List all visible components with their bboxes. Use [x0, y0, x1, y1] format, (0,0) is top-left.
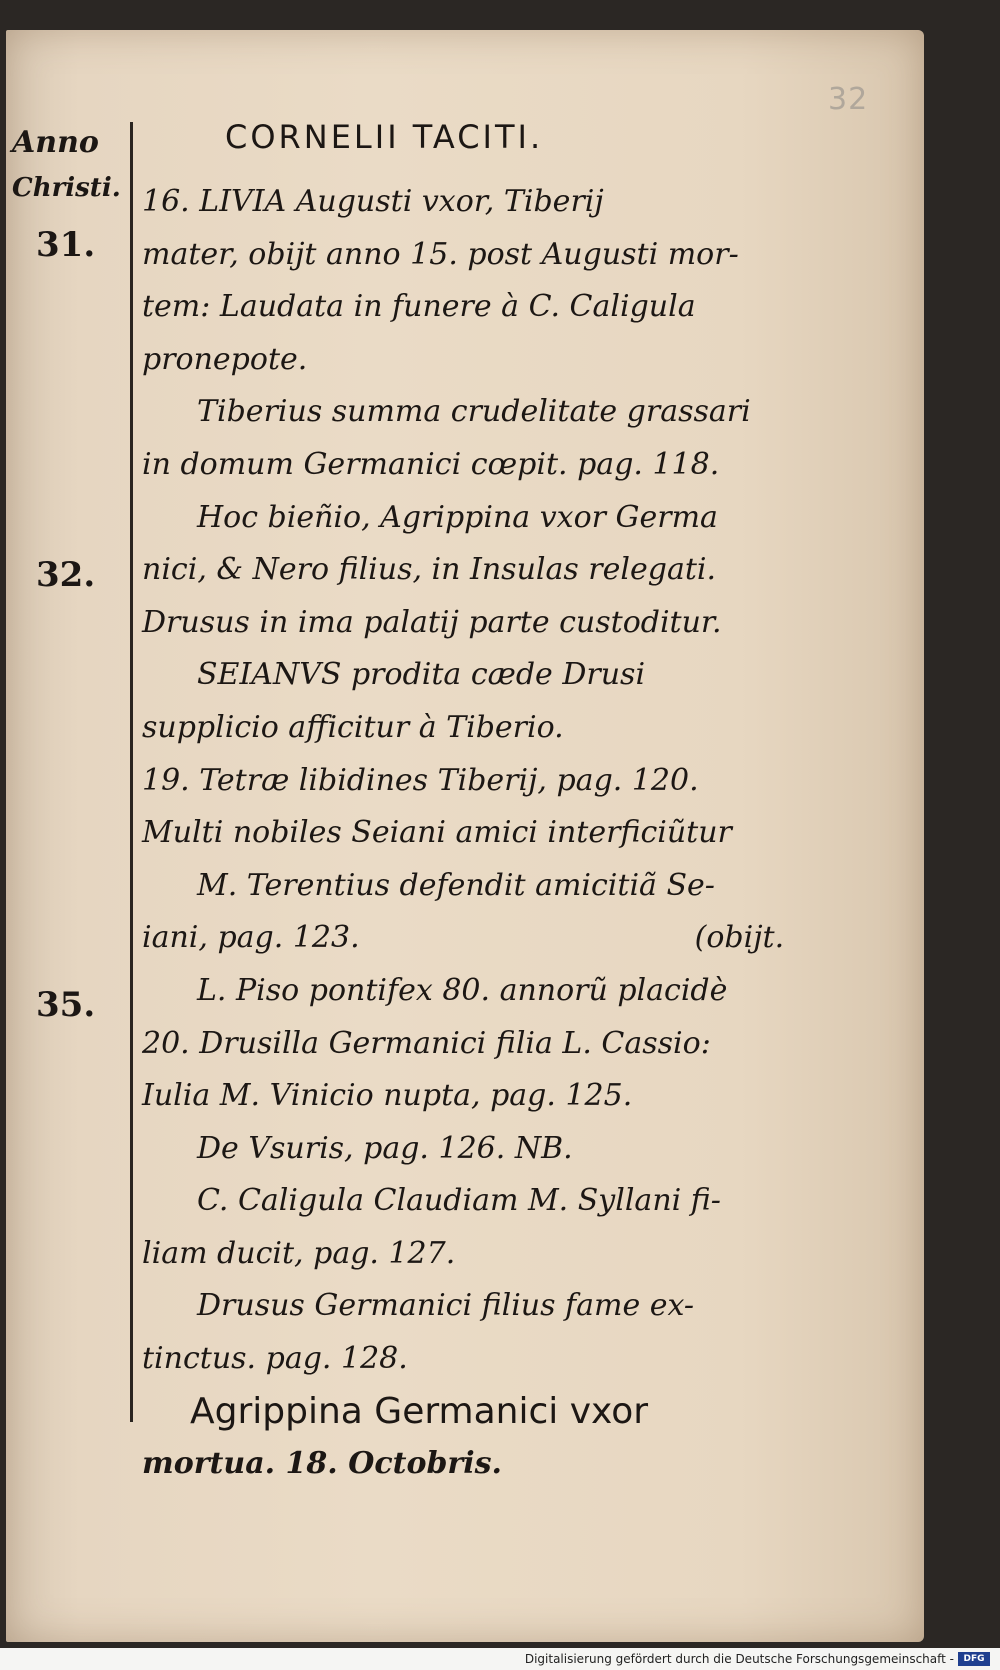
text-line: Drusus Germanici filius fame ex- [197, 1288, 695, 1324]
margin-year-32: 32. [36, 555, 96, 595]
text-line [142, 912, 785, 965]
body-text [142, 176, 785, 1491]
margin-heading [12, 118, 124, 208]
text-fragment: iani, pag. 123. [142, 920, 360, 956]
text-line: De Vsuris, pag. 126. NB. [197, 1130, 573, 1166]
text-line: L. Piso pontifex 80. annorũ placidè [197, 972, 728, 1008]
margin-year-35: 35. [36, 985, 96, 1025]
text-line: tinctus. pag. 128. [142, 1341, 408, 1377]
margin-year-31: 31. [36, 225, 96, 265]
margin-heading-anno: Anno [12, 125, 99, 160]
digitization-credit: Digitalisierung gefördert durch die Deutsche Forschungsgemeinschaft - [524, 1652, 954, 1666]
text-line: in domum Germanici cœpit. pag. 118. [142, 446, 720, 482]
text-line: M. Terentius defendit amicitiã Se- [197, 867, 715, 903]
text-line: Hoc bieñio, Agrippina vxor Germa [197, 499, 718, 535]
text-line: Tiberius summa crudelitate grassari [197, 394, 751, 430]
text-fragment: (obijt. [694, 920, 785, 956]
text-line: 16. LIVIA Augusti vxor, Tiberij [142, 184, 604, 219]
text-line: supplicio afficitur à Tiberio. [142, 709, 564, 745]
text-line: 19. Tetræ libidines Tiberij, pag. 120. [142, 762, 699, 798]
text-line: mortua. 18. Octobris. [142, 1446, 502, 1482]
text-line: C. Caligula Claudiam M. Syllani fi- [197, 1183, 721, 1219]
text-line: nici, & Nero filius, in Insulas relegati. [142, 552, 717, 588]
text-line: tem: Laudata in funere à C. Caligula [142, 289, 696, 325]
text-line: liam ducit, pag. 127. [142, 1235, 456, 1271]
margin-heading-christi: Christi. [12, 173, 121, 203]
text-line: Drusus in ima palatij parte custoditur. [142, 604, 722, 640]
text-line: SEIANVS prodita cæde Drusi [197, 657, 646, 693]
folio-number: 32 [828, 82, 869, 117]
text-line: mater, obijt anno 15. post Augusti mor- [142, 236, 739, 272]
dfg-logo: DFG [958, 1652, 990, 1666]
text-line: pronepote. [142, 341, 308, 377]
text-line: 20. Drusilla Germanici filia L. Cassio: [142, 1025, 711, 1061]
text-line: Multi nobiles Seiani amici interficiũtur [142, 815, 732, 851]
running-head: CORNELII TACITI. [225, 118, 544, 156]
text-line: Iulia M. Vinicio nupta, pag. 125. [142, 1078, 633, 1114]
margin-rule [130, 122, 133, 1422]
text-line: Agrippina Germanici vxor [190, 1390, 649, 1432]
